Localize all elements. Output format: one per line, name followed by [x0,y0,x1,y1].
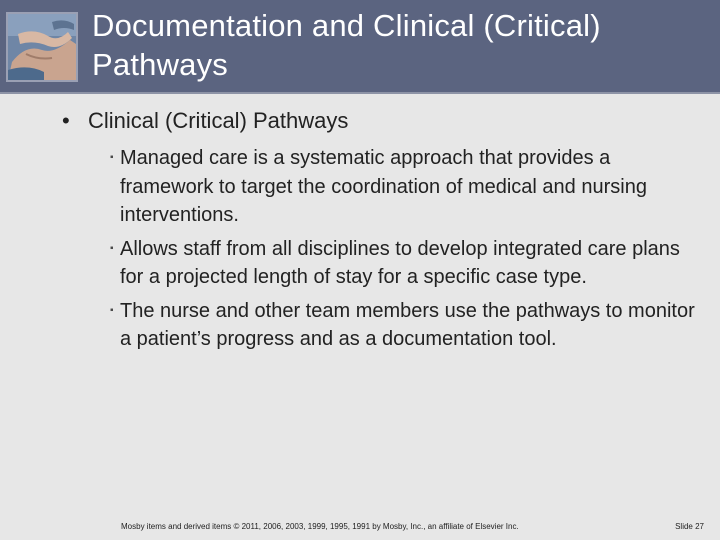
sub-bullet-item [110,235,706,292]
hands-photo-icon [6,12,78,82]
sub-bullet-list [110,144,706,359]
copyright-footer: Mosby items and derived items © 2011, 2006, 2003, 1999, 1995, 1991 by Mosby, Inc., an affiliate of Elsevier Inc. [121,522,519,531]
sub-bullet-text: Allows staff from all disciplines to develop integrated care plans for a projected length of stay for a specific case type. [120,237,680,288]
square-bullet-icon: ▪ [110,242,114,254]
bullet-level1 [62,108,702,134]
sub-bullet-text: Managed care is a systematic approach that provides a framework to target the coordination of medical and nursing interventions. [120,147,647,226]
page-title: Documentation and Clinical (Critical) Pathways [92,8,601,82]
bullet-dot-icon: • [62,108,70,133]
square-bullet-icon: ▪ [110,152,114,163]
sub-bullet-item [110,297,706,354]
bullet-level1-text: Clinical (Critical) Pathways [88,108,349,133]
sub-bullet-text: The nurse and other team members use the pathways to monitor a patient’s progress and as a documentation tool. [120,299,695,350]
slide-number: Slide 27 [675,522,704,531]
sub-bullet-item [110,144,706,230]
square-bullet-icon: ▪ [110,304,114,316]
title-bar [0,0,720,92]
header-divider [0,92,720,94]
